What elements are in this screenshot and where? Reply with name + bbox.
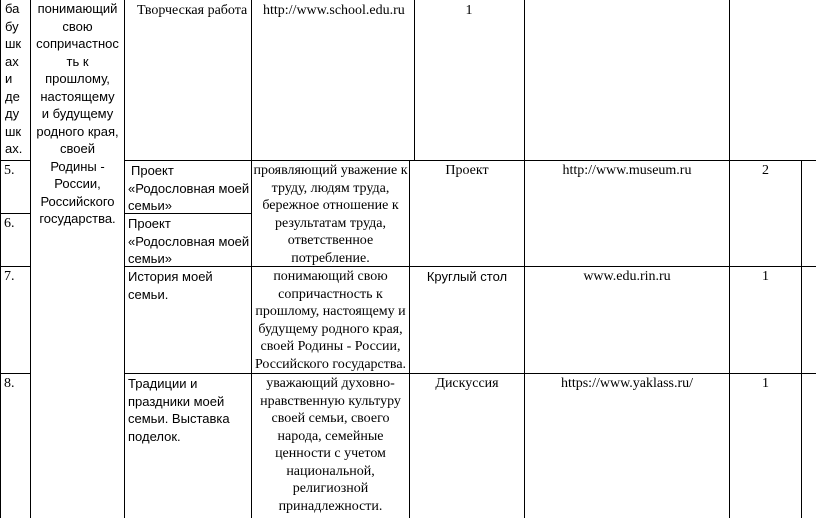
column-divider xyxy=(414,0,415,160)
value-line: ответственное xyxy=(287,233,374,248)
value-line: национальной, xyxy=(286,463,375,479)
row-divider xyxy=(124,160,816,161)
topic-line: праздники моей xyxy=(128,393,225,409)
row-url: https://www.yaklass.ru/ xyxy=(560,376,694,391)
value-line: сопричастность к xyxy=(278,286,383,302)
value-line: сопричастнос xyxy=(36,36,119,51)
value-line: результатам труда, xyxy=(275,215,386,231)
column-divider xyxy=(729,160,730,518)
row-divider xyxy=(124,266,816,267)
row-form: Круглый стол xyxy=(426,269,508,284)
row-divider xyxy=(0,160,30,161)
row-form: Проект xyxy=(445,163,489,178)
topic-line: Проект xyxy=(131,163,174,178)
top-row-form: Творческая работа xyxy=(137,3,248,18)
value-line: уважающий духовно- xyxy=(266,376,395,391)
value-line: народа, семейные xyxy=(277,428,384,444)
value-line: ценности с учетом xyxy=(275,446,386,461)
row-hours: 1 xyxy=(762,269,769,284)
row-number: 8. xyxy=(4,376,15,391)
value-line: будущему родного края, xyxy=(258,321,403,337)
row-divider xyxy=(0,213,30,214)
row-number: 5. xyxy=(4,163,15,178)
row-divider xyxy=(0,373,30,374)
column-divider xyxy=(124,0,125,518)
value-line: потребление. xyxy=(291,250,370,266)
row-hours: 2 xyxy=(762,163,769,178)
row-form: Дискуссия xyxy=(435,376,499,391)
side-word-line: ду xyxy=(5,106,20,121)
value-line: труду, людям труда, xyxy=(271,180,390,196)
side-word-line: шк xyxy=(5,36,22,51)
value-line: Родины - xyxy=(50,158,105,174)
side-word-line: ах. xyxy=(5,141,23,156)
topic-line: Традиции и xyxy=(128,376,198,391)
column-divider xyxy=(729,0,730,160)
side-word-line: де xyxy=(5,88,20,104)
value-line: России, xyxy=(54,176,101,191)
value-line: свою xyxy=(62,18,93,34)
value-line: и будущему xyxy=(41,106,114,121)
value-line: принадлежности. xyxy=(278,498,383,514)
column-divider xyxy=(801,160,802,518)
row-hours: 1 xyxy=(762,376,769,391)
row-number: 6. xyxy=(4,216,15,231)
topic-line: «Родословная моей xyxy=(128,233,250,249)
value-line: ть к xyxy=(66,53,89,69)
value-line: своей семьи, своего xyxy=(271,411,390,426)
column-divider xyxy=(409,160,410,518)
top-row-url: http://www.school.edu.ru xyxy=(263,3,405,18)
table-border-left xyxy=(0,0,1,518)
value-line: нравственную культуру xyxy=(260,393,401,409)
side-word-line: шк xyxy=(5,123,22,139)
topic-line: Проект xyxy=(128,216,171,231)
row-number: 7. xyxy=(4,269,15,284)
value-line: религиозной xyxy=(292,481,369,496)
topic-line: поделок. xyxy=(128,428,181,444)
value-line: родного края, xyxy=(36,123,119,139)
value-line: своей Родины - России, xyxy=(260,339,401,354)
value-line: настоящему xyxy=(40,88,115,104)
topic-line: семьи. xyxy=(128,286,169,302)
side-word-line: ба xyxy=(5,1,20,16)
topic-line: История моей xyxy=(128,269,213,284)
topic-line: семьи. Выставка xyxy=(128,411,230,426)
row-url: www.edu.rin.ru xyxy=(583,269,671,284)
side-word-line: бу xyxy=(5,18,19,34)
topic-line: семьи» xyxy=(128,251,172,266)
topic-line: семьи» xyxy=(128,198,172,213)
value-line: понимающий xyxy=(37,1,118,16)
topic-line: «Родословная моей xyxy=(128,180,250,196)
value-line: своей xyxy=(60,141,95,156)
value-line: Российского xyxy=(40,193,115,209)
side-word-line: и xyxy=(5,71,13,86)
top-row-hours: 1 xyxy=(465,3,473,18)
value-line: прошлому, xyxy=(45,71,110,86)
value-line: государства. xyxy=(39,211,116,226)
value-line: проявляющий уважение к xyxy=(253,163,408,178)
value-line: понимающий свою xyxy=(273,269,388,284)
row-divider xyxy=(0,266,30,267)
column-divider xyxy=(524,0,525,518)
value-line: Российского государства. xyxy=(254,356,407,372)
value-line: прошлому, настоящему и xyxy=(255,304,406,319)
side-word-line: ах xyxy=(5,53,19,69)
row-url: http://www.museum.ru xyxy=(562,163,692,178)
value-line: бережное отношение к xyxy=(262,198,399,213)
row-divider xyxy=(124,373,816,374)
